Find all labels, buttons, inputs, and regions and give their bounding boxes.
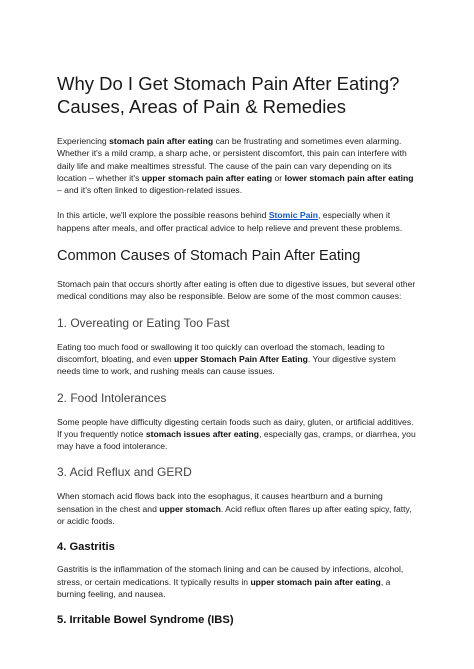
subheading-gastritis: 4. Gastritis [57,541,115,554]
subheading-ibs: 5. Irritable Bowel Syndrome (IBS) [57,614,234,627]
stomic-pain-link[interactable]: Stomic Pain [268,210,319,221]
overeating-paragraph: Eating too much food or swallowing it too quickly can overload the stomach, leading to discomfort, bloating, and even upper Stomach Pain After Eating. Your digestive system needs time to work, and rushing meals can cause issues. [57,341,396,377]
food-intolerances-paragraph: Some people have difficulty digesting certain foods such as dairy, gluten, or artificial additives. If you frequently notice stomach issues after eating, especially gas, cramps, or diarrhea, you may have a food intolerance. [57,416,416,452]
article-overview-paragraph: In this article, we'll explore the possible reasons behind Stomic Pain, especially when it happens after meals, and offer practical advice to help relieve and prevent these problems. [57,210,403,233]
page-title: Why Do I Get Stomach Pain After Eating? Causes, Areas of Pain & Remedies [57,73,400,117]
acid-reflux-paragraph: When stomach acid flows back into the esophagus, it causes heartburn and a burning sensation in the chest and upper stomach. Acid reflux often flares up after eating spicy, fatty, or acidic foods. [57,491,412,527]
subheading-acid-reflux: 3. Acid Reflux and GERD [57,465,192,480]
section-heading-common-causes: Common Causes of Stomach Pain After Eating [57,248,361,265]
subheading-overeating: 1. Overeating or Eating Too Fast [57,315,230,330]
subheading-food-intolerances: 2. Food Intolerances [57,390,167,405]
intro-paragraph: Experiencing stomach pain after eating can be frustrating and sometimes even alarming. Whether it's a mild cramp, a sharp ache, or persistent discomfort, this pain can interfere with daily life and make mealtimes stressful. The cause of the pain can vary depending on its location – whether it's upper stomach pain after eating or lower stomach pain after eating – and it's often linked to digestion-related issues. [57,136,414,196]
causes-intro-paragraph: Stomach pain that occurs shortly after eating is often due to digestive issues, but several other medical conditions may also be responsible. Below are some of the most common causes: [57,279,416,302]
gastritis-paragraph: Gastritis is the inflammation of the stomach lining and can be caused by infections, alcohol, stress, or certain medications. It typically results in upper stomach pain after eating, a burning feeling, and nausea. [57,564,404,599]
